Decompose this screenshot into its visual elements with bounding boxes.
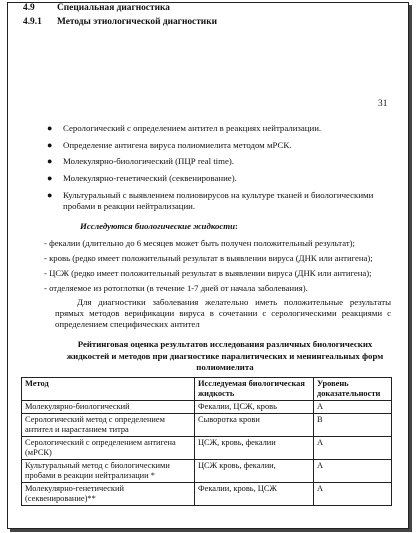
fluids-heading-text: Исследуются биологические жидкости (80, 221, 235, 231)
cell-evidence: А (314, 437, 392, 460)
section-number: 4.9.1 (23, 17, 42, 27)
table-header-row (22, 378, 392, 401)
list-item-text: Молекулярно-генетический (секвенирование). (63, 173, 237, 184)
cell-evidence: А (314, 483, 392, 506)
fluid-item: - кровь (редко имеет положительный результат в выявлении вируса (ДНК или антигена); (44, 253, 373, 263)
column-header-fluid: Исследуемая биологическая жидкость (195, 378, 314, 401)
bullet-icon: ● (47, 173, 53, 184)
table-row (22, 460, 392, 483)
fluid-item: - отделяемое из ротоглотки (в течение 1-7 дней от начала заболевания). (44, 283, 308, 293)
list-item (47, 140, 392, 151)
table-title: Рейтинговая оценка результатов исследования различных биологических жидкостей и методов при диагностике паралитических и менингеальных форм полиомиелита (66, 339, 384, 373)
fluids-heading-colon: : (234, 221, 238, 231)
cell-evidence: А (314, 401, 392, 414)
cell-fluid: ЦСЖ, кровь, фекалии (195, 437, 314, 460)
fluid-item: - фекалии (длительно до 6 месяцев может быть получен положительный результат); (44, 238, 355, 248)
cell-method: Культуральный метод с биологическими пробами в реакции нейтрализации * (22, 460, 195, 483)
section-number: 4.9 (23, 3, 35, 13)
table-row (22, 414, 392, 437)
diagnosis-paragraph: Для диагностики заболевания желательно иметь положительные результаты прямых методов верификации вируса в сочетании с серологическими реакциями с определением специфических антител (55, 297, 391, 329)
section-title: Методы этиологической диагностики (57, 17, 218, 27)
cell-fluid: Сыворотка крови (195, 414, 314, 437)
cell-fluid: Фекалии, ЦСЖ, кровь (195, 401, 314, 414)
list-item-text: Серологический с определением антител в реакциях нейтрализации. (63, 123, 322, 133)
list-item (47, 156, 392, 167)
evidence-table (21, 377, 392, 506)
list-item-text: Молекулярно-биологический (ПЦР real time). (63, 156, 234, 167)
column-header-method: Метод (22, 378, 195, 401)
bullet-icon: ● (47, 189, 53, 200)
section-title: Специальная диагностика (57, 3, 170, 13)
list-item (47, 190, 392, 213)
table-row (22, 483, 392, 506)
methods-list (47, 123, 392, 218)
cell-method: Серологический метод с определением антител и нарастанием титра (22, 414, 195, 437)
list-item-text: Определение антигена вируса полиомиелита методом мРСК. (63, 139, 292, 150)
cell-method: Серологический с определением антигена (мРСК) (22, 437, 195, 460)
list-item (47, 123, 392, 134)
column-header-evidence: Уровень доказательности (314, 378, 392, 401)
cell-method: Молекулярно-биологический (22, 401, 195, 414)
cell-fluid: ЦСЖ кровь, фекалии, (195, 460, 314, 483)
table-row (22, 437, 392, 460)
cell-fluid: Фекалии, кровь, ЦСЖ (195, 483, 314, 506)
fluids-heading (80, 221, 238, 231)
list-item (47, 173, 392, 184)
cell-evidence: В (314, 414, 392, 437)
bullet-icon: ● (47, 139, 53, 150)
cell-method: Молекулярно-генетический (секвенирование)** (22, 483, 195, 506)
fluid-item: - ЦСЖ (редко имеет положительный результат в выявлении вируса (ДНК или антигена); (44, 268, 372, 278)
bullet-icon: ● (47, 123, 53, 133)
list-item-text: Культуральный с выявлением полиовирусов на культуре тканей и биологическими пробами в реакции нейтрализации. (63, 189, 374, 212)
cell-evidence: А (314, 460, 392, 483)
bullet-icon: ● (47, 156, 53, 167)
page-number: 31 (378, 99, 388, 109)
table-row (22, 401, 392, 414)
